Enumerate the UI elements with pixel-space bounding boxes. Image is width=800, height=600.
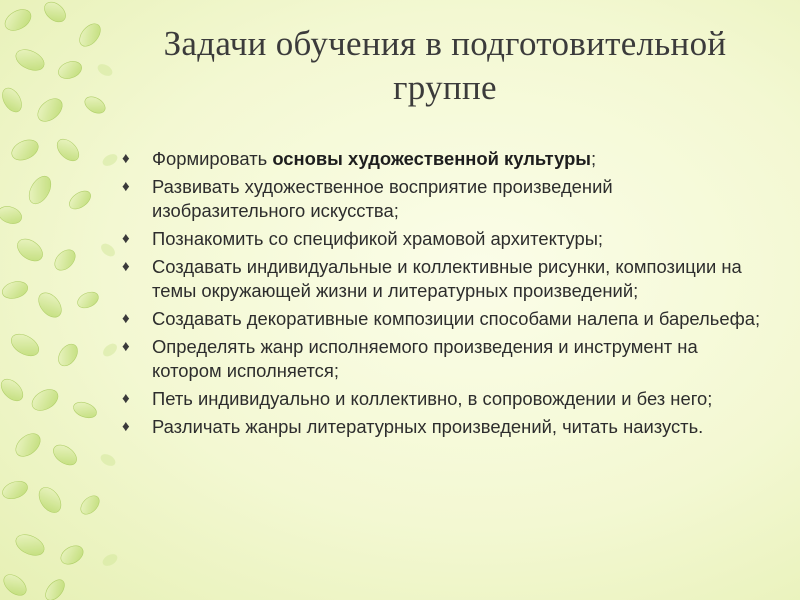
list-item bbox=[120, 387, 770, 411]
leaf-decoration bbox=[0, 0, 125, 600]
diamond-bullet-icon: ♦ bbox=[122, 230, 130, 247]
item-text: Петь индивидуально и коллективно, в сопровождении и без него; bbox=[152, 388, 713, 409]
title-line-2: группе bbox=[393, 68, 497, 107]
list-item bbox=[120, 175, 770, 223]
diamond-bullet-icon: ♦ bbox=[122, 418, 130, 435]
item-text: Познакомить со спецификой храмовой архитектуры; bbox=[152, 228, 604, 249]
diamond-bullet-icon: ♦ bbox=[122, 338, 130, 355]
item-text-post: ; bbox=[591, 148, 597, 169]
list-item bbox=[120, 255, 770, 303]
item-text: Определять жанр исполняемого произведения и инструмент на котором исполняется; bbox=[152, 336, 698, 381]
diamond-bullet-icon: ♦ bbox=[122, 258, 130, 275]
slide-title bbox=[120, 22, 770, 110]
list-item bbox=[120, 227, 770, 251]
diamond-bullet-icon: ♦ bbox=[122, 390, 130, 407]
list-item bbox=[120, 335, 770, 383]
item-text: Развивать художественное восприятие произведений изобразительного искусства; bbox=[152, 176, 613, 221]
item-text-bold: основы художественной культуры bbox=[272, 148, 592, 169]
item-text: Создавать индивидуальные и коллективные рисунки, композиции на темы окружающей жизни и литературных произведений; bbox=[152, 256, 742, 301]
list-item bbox=[120, 147, 770, 171]
diamond-bullet-icon: ♦ bbox=[122, 310, 130, 327]
task-list bbox=[120, 147, 770, 443]
list-item bbox=[120, 415, 770, 439]
list-item bbox=[120, 307, 770, 331]
diamond-bullet-icon: ♦ bbox=[122, 150, 130, 167]
diamond-bullet-icon: ♦ bbox=[122, 178, 130, 195]
title-line-1: Задачи обучения в подготовительной bbox=[163, 24, 727, 63]
item-text: Создавать декоративные композиции способами налепа и барельефа; bbox=[152, 308, 761, 329]
item-text: Различать жанры литературных произведений, читать наизусть. bbox=[152, 416, 704, 437]
item-text-pre: Формировать bbox=[152, 148, 273, 169]
